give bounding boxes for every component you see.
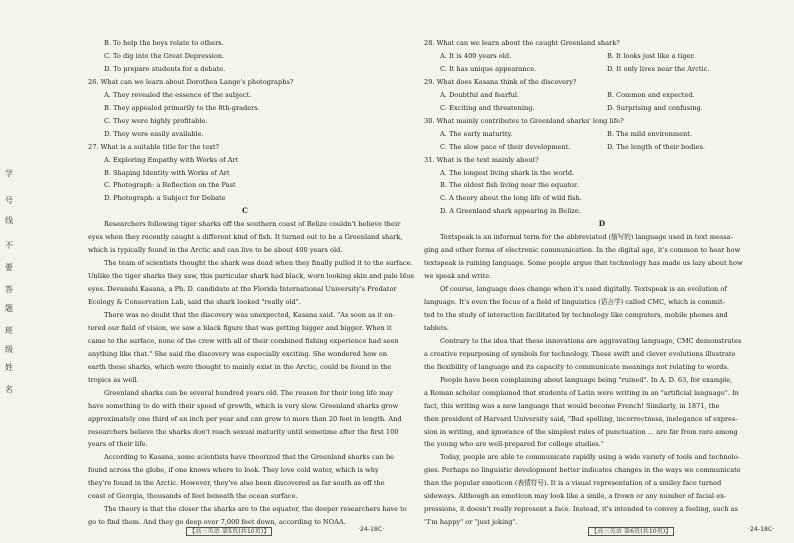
text-line: language. It's even the focus of a field of linguistics (语言学) called CMC, which is commit- [424,298,725,306]
text-line: then president of Harvard University said, "Bad spelling, incorrectness, inelegance of expres- [424,414,738,423]
text-line: go to find them. And they go deep over 7,000 feet down, according to NOAA. [88,518,346,527]
text-line: Ecology & Conservation Lab, said the shark looked "really old". [88,298,301,306]
text-line: they're found in the Arctic. However, they've also been discovered as far south as off the [88,479,385,488]
option-right: D. Surprising and confusing. [607,103,703,112]
text-line: years of their life. [88,440,148,449]
margin-char: 名 [5,385,13,394]
text-line: Contrary to the idea that these innovations are aggravating language, CMC demonstrates [440,336,742,345]
text-line: the young who are well-prepared for college studies." [424,440,604,449]
text-line: 31. What is the text mainly about? [424,155,539,164]
text-line: There was no doubt that the discovery was unexpected, Kasana said. "As soon as it en- [104,310,395,319]
text-line: A. Doubtful and fearful. [440,90,520,99]
text-line: approximately one third of an inch per year and can grow to more than 20 feet in length. And [88,414,402,423]
text-line: pressions, it doesn't really represent a face. Instead, it's intended to convey a feeling, such as [424,505,738,514]
text-line: 28. What can we learn about the caught Greenland shark? [424,39,620,47]
text-line: The theory is that the closer the sharks are to the equator, the deeper researchers have to [104,505,407,514]
text-line: found across the globe, if one knows where to look. They love cold water, which is why [88,466,379,475]
text-line: B. They appealed primarily to the 8th-graders. [104,103,260,112]
text-line: D. To prepare students for a debate. [104,64,226,73]
text-line: Today, people are able to communicate rapidly using a wide variety of tools and technolo- [440,453,740,462]
text-line: researchers believe the sharks don't reach sexual maturity until sometime after the first 100 [88,427,399,436]
text-line: ted to the study of interaction facilitated by technology like computers, mobile phones and [424,310,728,319]
text-line: ging and other forms of electronic communication. In the digital age, it's common to hear how [424,246,741,255]
text-line: C. A theory about the long life of wild fish. [440,194,582,203]
text-line: A. It is 400 years old. [440,51,512,60]
text-line: anything like that." She said the discovery was especially exciting. She wondered how on [88,349,388,358]
text-line: C. To dig into the Great Depression. [104,51,225,60]
text-line: eyes when they recently caught a different kind of fish. It turned out to be a Greenland shark, [88,233,403,242]
text-line: C. It has unique appearance. [440,64,537,73]
text-line: D. Photograph: a Subject for Debate [104,194,226,203]
text-line: which is typically found in the Arctic and can live to be about 400 years old. [88,246,343,255]
text-line: C. Photograph: a Reflection on the Past [104,181,236,190]
text-line: a Roman scholar complained that students of Latin were writing in an "artificial language". In [424,388,739,397]
text-line: A. The early maturity. [440,129,513,138]
margin-char: 姓 [5,363,13,372]
text-line: fact, this writing was a new language that would become French! Similarly, in 1871, the [424,401,720,410]
text-line: C. The slow pace of their development. [440,142,571,151]
text-line: than the popular emoticon (表情符号). It is a visual representation of a smiley face turned [424,479,722,488]
text-line: sion in writing, and ignorance of the simplest rules of punctuation ... are far from rare among [424,427,738,436]
text-line: sideways. Although an emoticon may look like a smile, a frown or any number of facial ex- [424,492,726,501]
text-line: textspeak is ruining language. Some people argue that technology has made us lazy about how [424,259,743,268]
text-line: A. Exploring Empathy with Works of Art [104,155,239,164]
section-heading: C [242,206,248,216]
left-footer-page: 【高三英语 第5页(共10页)】 [186,526,272,535]
text-line: A. The longest living shark in the world. [440,168,575,177]
text-line: D. A Greenland shark appearing in Belize. [440,207,581,216]
margin-char: 题 [5,304,13,313]
text-line: tablets. [424,323,449,332]
text-line: Of course, language does change when it's used digitally. Textspeak is an evolution of [440,285,727,294]
text-line: the flexibility of language and its capacity to communicate meanings not relating to words. [424,362,729,371]
margin-char: 班 [5,326,13,335]
text-line: earth these sharks, which were thought to mainly exist in the Arctic, could be found in the [88,362,392,371]
text-line: The team of scientists thought the shark was dead when they finally pulled it to the surface. [104,259,413,268]
text-line: have something to do with their speed of growth, which is very slow. Greenland sharks grow [88,401,399,410]
left-footer-code: ·24-18C· [358,526,385,533]
option-right: B. Common and expected. [607,90,695,99]
text-line: A. They revealed the essence of the subject. [104,90,252,99]
text-line: B. The oldest fish living near the equator. [440,181,579,190]
text-line: tropics as well. [88,375,139,384]
text-line: B. To help the boys relate to others. [104,39,224,47]
text-line: Greenland sharks can be several hundred years old. The reason for their long life may [104,388,394,397]
text-line: Unlike the tiger sharks they saw, this particular shark had black, worn looking skin and pale blue [88,272,415,281]
text-line: a creative repurposing of symbols for technology. These swift and clever evolutions illustrate [424,349,736,358]
margin-char: 学 [5,169,13,178]
text-line: we speak and write. [424,272,492,281]
text-line: 27. What is a suitable title for the text? [88,142,220,151]
margin-char: 级 [5,345,13,354]
text-line: People have been complaining about language being "ruined". In A. D. 63, for example, [440,375,733,384]
right-footer-page: 【高三英语 第6页(共10页)】 [588,526,674,535]
text-line: coast of Georgia, thousands of feet beneath the ocean surface. [88,492,298,501]
margin-char: 线 [5,216,13,225]
margin-char: 要 [5,263,13,272]
text-line: B. Shaping Identity with Works of Art [104,168,230,177]
margin-char: 答 [5,285,13,294]
text-line: Researchers following tiger sharks off the southern coast of Belize couldn't believe their [104,220,401,229]
margin-char: 不 [5,241,13,250]
option-right: B. The mild environment. [607,129,692,138]
text-line: According to Kasana, some scientists have theorized that the Greenland sharks can be [104,453,395,462]
option-right: D. The length of their bodies. [607,142,705,151]
text-line: C. They were highly profitable. [104,116,208,125]
margin-char: 号 [5,196,13,205]
text-line: "I'm happy" or "just joking". [424,518,518,527]
text-line: Textspeak is an informal term for the abbreviated (缩写的) language used in text messa- [440,233,733,242]
text-line: tered our field of vision, we saw a black figure that was getting bigger and bigger. When it [88,323,392,332]
right-footer-code: ·24-18C· [748,526,775,533]
option-right: B. It looks just like a tiger. [607,51,695,60]
text-line: 29. What does Kasana think of the discovery? [424,77,577,86]
section-heading: D [598,219,606,229]
text-line: came to the surface, none of the crew with all of their combined fishing experience had seen [88,336,399,345]
text-line: 30. What mainly contributes to Greenland sharks' long life? [424,116,624,125]
text-line: 26. What can we learn about Dorothea Lange's photographs? [88,77,294,86]
text-line: eyes. Devanshi Kasana, a Ph. D. candidate at the Florida International University's Predator [88,285,397,294]
text-line: C. Exciting and threatening. [440,103,535,112]
option-right: D. It only lives near the Arctic. [607,64,710,73]
text-line: D. They were easily available. [104,129,204,138]
text-line: gies. Perhaps no linguistic development better indicates changes in the ways we communicate [424,466,741,475]
